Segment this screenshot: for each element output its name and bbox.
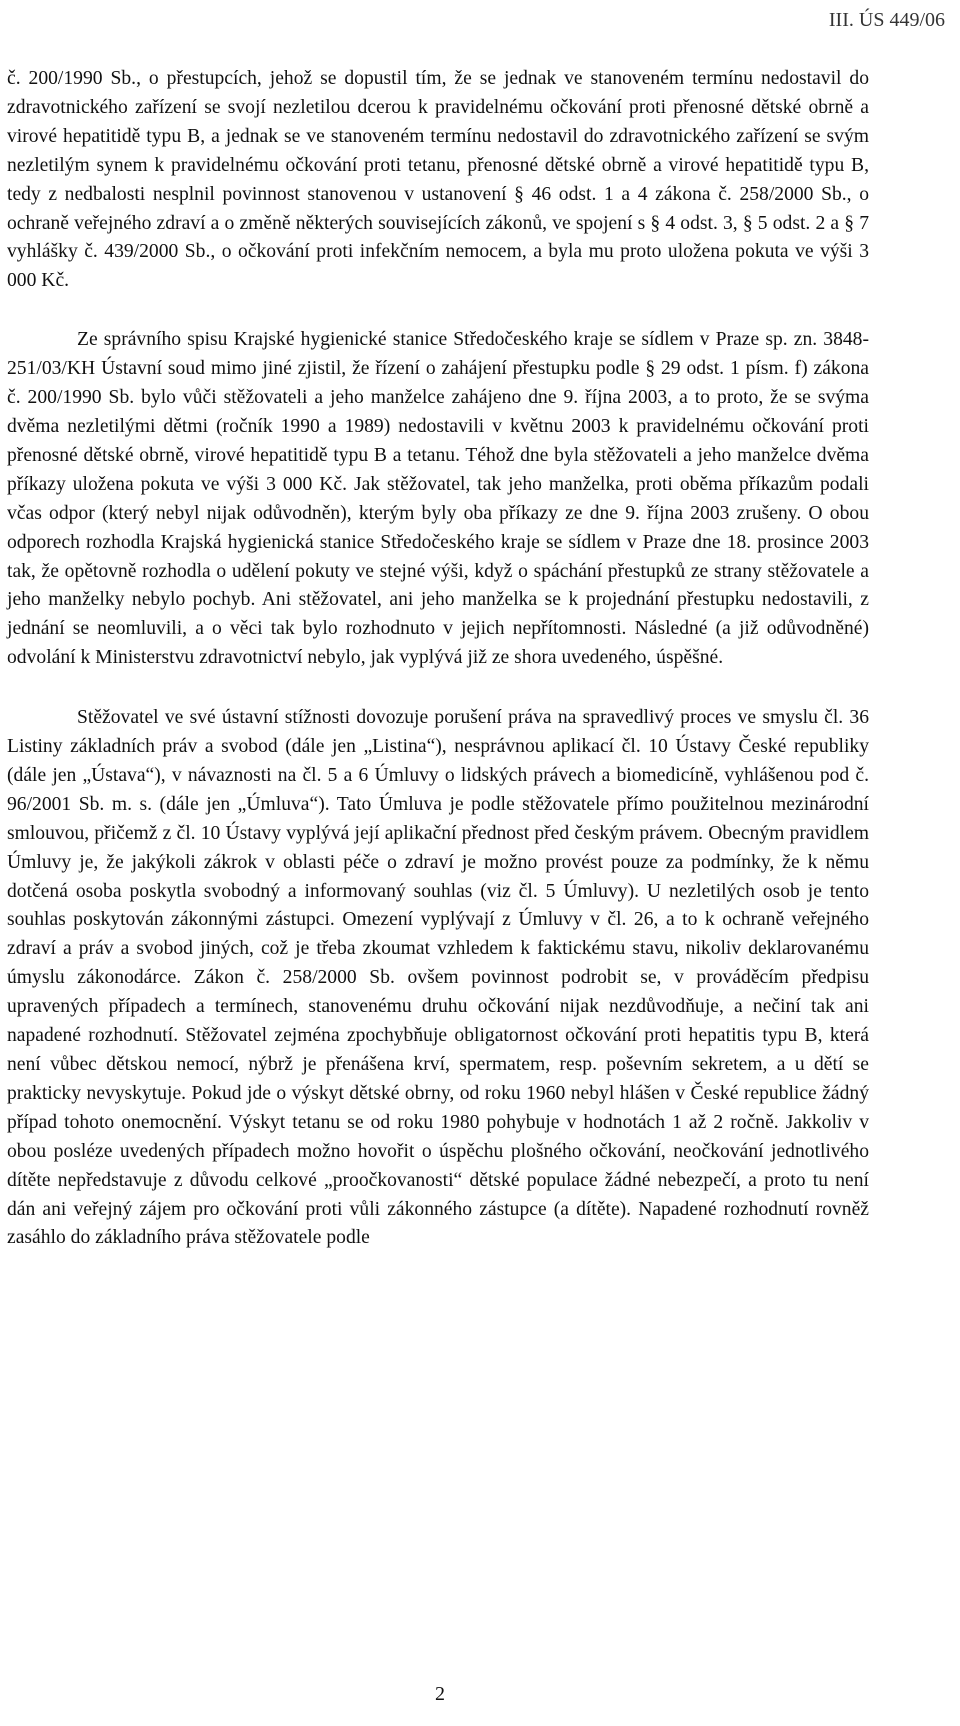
case-reference: III. ÚS 449/06 — [828, 9, 945, 31]
document-body — [7, 65, 869, 1253]
paragraph-complaint-arguments: Stěžovatel ve své ústavní stížnosti dovozuje porušení práva na spravedlivý proces ve smyslu čl. 36 Listiny základních práv a svobod (dále jen „Listina“), nesprávnou aplikací čl. 10 Ústavy České republiky (dále jen „Ústava“), v návaznosti na čl. 5 a 6 Úmluvy o lidských právech a biomedicíně, vyhlášenou pod č. 96/2001 Sb. m. s. (dále jen „Úmluva“). Tato Úmluva je podle stěžovatele přímo použitelnou mezinárodní smlouvou, přičemž z čl. 10 Ústavy vyplývá její aplikační přednost před českým právem. Obecným pravidlem Úmluvy je, že jakýkoli zákrok v oblasti péče o zdraví je možno provést pouze za podmínky, že k němu dotčená osoba poskytla svobodný a informovaný souhlas (viz čl. 5 Úmluvy). U nezletilých osob je tento souhlas poskytován zákonnými zástupci. Omezení vyplývají z Úmluvy v čl. 26, a to k ochraně veřejného zdraví a práv a svobod jiných, což je třeba zkoumat vzhledem k faktickému stavu, nikoliv deklarovanému úmyslu zákonodárce. Zákon č. 258/2000 Sb. ovšem povinnost podrobit se, v prováděcím předpisu upravených případech a termínech, stanovenému druhu očkování nijak nezdůvodňuje, a nečiní tak ani napadené rozhodnutí. Stěžovatel zejména zpochybňuje obligatornost očkování proti hepatitis typu B, která není vůbec dětskou nemocí, nýbrž je přenášena krví, spermatem, resp. poševním sekretem, a u dětí se prakticky nevyskytuje. Pokud jde o výskyt dětské obrny, od roku 1960 nebyl hlášen v České republice žádný případ tohoto onemocnění. Výskyt tetanu se od roku 1980 pohybuje v hodnotách 1 až 2 ročně. Jakkoliv v obou posléze uvedených případech možno hovořit o úspěchu plošného očkování, neočkování jednotlivého dítěte nepředstavuje z důvodu celkové „proočkovanosti“ dětské populace žádné nebezpečí, a proto tu není dán ani veřejný zájem pro očkování proti vůli zákonného zástupce (a dítěte). Napadené rozhodnutí rovněž zasáhlo do základního práva stěžovatele podle — [7, 707, 869, 1249]
page-number: 2 — [435, 1683, 445, 1705]
paragraph-administrative-file: Ze správního spisu Krajské hygienické stanice Středočeského kraje se sídlem v Praze sp. zn. 3848-251/03/KH Ústavní soud mimo jiné zjistil, že řízení o zahájení přestupku podle § 29 odst. 1 písm. f) zákona č. 200/1990 Sb. bylo vůči stěžovateli a jeho manželce zahájeno dne 9. října 2003, a to proto, že se svýma dvěma nezletilými dětmi (ročník 1990 a 1989) nedostavili v květnu 2003 k pravidelnému očkování proti přenosné dětské obrně, virové hepatitidě typu B a tetanu. Téhož dne byla stěžovateli a jeho manželce dvěma příkazy uložena pokuta ve výši 3 000 Kč. Jak stěžovatel, tak jeho manželka, proti oběma příkazům podali včas odpor (který nebyl nijak odůvodněn), kterým byly oba příkazy ze dne 9. října 2003 zrušeny. O obou odporech rozhodla Krajská hygienická stanice Středočeského kraje se sídlem v Praze dne 18. prosince 2003 tak, že opětovně rozhodla o udělení pokuty ve stejné výši, když o spáchání přestupků ze strany stěžovatele a jeho manželky nebylo pochyb. Ani stěžovatel, ani jeho manželka se k projednání přestupku nedostavili, z jednání se neomluvili, a o věci tak bylo rozhodnuto v jejich nepřítomnosti. Následné (a již odůvodněné) odvolání k Ministerstvu zdravotnictví nebylo, jak vyplývá již ze shora uvedeného, úspěšné. — [7, 329, 869, 669]
paragraph-offence-description: č. 200/1990 Sb., o přestupcích, jehož se dopustil tím, že se jednak ve stanoveném termínu nedostavil do zdravotnického zařízení se svojí nezletilou dcerou k pravidelnému očkování proti přenosné dětské obrně a virové hepatitidě typu B, a jednak se ve stanoveném termínu nedostavil do zdravotnického zařízení se svým nezletilým synem k pravidelnému očkování proti tetanu, přenosné dětské obrně a virové hepatitidě typu B, tedy z nedbalosti nesplnil povinnost stanovenou v ustanovení § 46 odst. 1 a 4 zákona č. 258/2000 Sb., o ochraně veřejného zdraví a o změně některých souvisejících zákonů, ve spojení s § 4 odst. 3, § 5 odst. 2 a § 7 vyhlášky č. 439/2000 Sb., o očkování proti infekčním nemocem, a byla mu proto uložena pokuta ve výši 3 000 Kč. — [7, 68, 869, 292]
